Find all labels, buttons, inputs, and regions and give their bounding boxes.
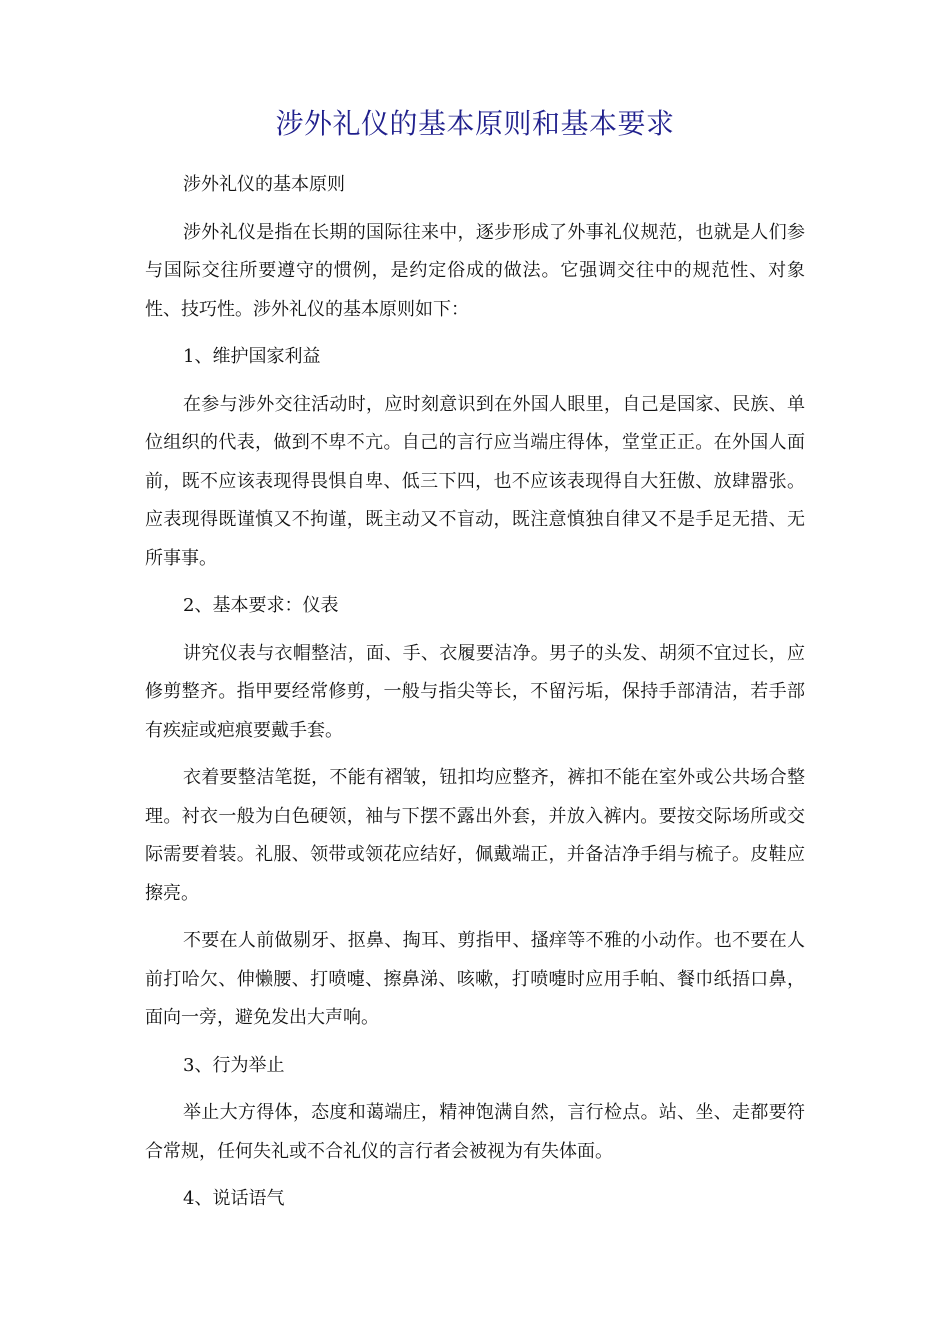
paragraph: 在参与涉外交往活动时，应时刻意识到在外国人眼里，自己是国家、民族、单位组织的代表，做到不卑不亢。自己的言行应当端庄得体，堂堂正正。在外国人面前，既不应该表现得畏惧自卑、低三下四，也不应该表现得自大狂傲、放肆嚣张。应表现得既谨慎又不拘谨，既主动又不盲动，既注意慎独自律又不是手足无措、无所事事。 [145,393,805,569]
document-body [145,166,805,1228]
section-heading: 4、说话语气 [183,1188,285,1209]
section-heading: 3、行为举止 [183,1054,285,1076]
document-title: 涉外礼仪的基本原则和基本要求 [275,107,675,140]
section-heading: 1、维护国家利益 [183,346,321,367]
paragraph: 不要在人前做剔牙、抠鼻、掏耳、剪指甲、搔痒等不雅的小动作。也不要在人前打哈欠、伸懒腰、打喷嚏、擦鼻涕、咳嗽，打喷嚏时应用手帕、餐巾纸捂口鼻，面向一旁，避免发出大声响。 [145,930,805,1028]
section-heading: 涉外礼仪的基本原则 [183,174,345,195]
section-heading: 2、基本要求：仪表 [183,595,339,616]
paragraph: 衣着要整洁笔挺，不能有褶皱，钮扣均应整齐，裤扣不能在室外或公共场合整理。衬衣一般为白色硬领，袖与下摆不露出外套，并放入裤内。要按交际场所或交际需要着装。礼服、领带或领花应结好，佩戴端正，并备洁净手绢与梳子。皮鞋应擦亮。 [145,767,805,904]
paragraph: 讲究仪表与衣帽整洁，面、手、衣履要洁净。男子的头发、胡须不宜过长，应修剪整齐。指甲要经常修剪，一般与指尖等长，不留污垢，保持手部清洁，若手部有疾症或疤痕要戴手套。 [145,642,805,741]
paragraph: 举止大方得体，态度和蔼端庄，精神饱满自然，言行检点。站、坐、走都要符合常规，任何失礼或不合礼仪的言行者会被视为有失体面。 [145,1102,805,1162]
paragraph: 涉外礼仪是指在长期的国际往来中，逐步形成了外事礼仪规范，也就是人们参与国际交往所要遵守的惯例，是约定俗成的做法。它强调交往中的规范性、对象性、技巧性。涉外礼仪的基本原则如下： [145,221,805,320]
